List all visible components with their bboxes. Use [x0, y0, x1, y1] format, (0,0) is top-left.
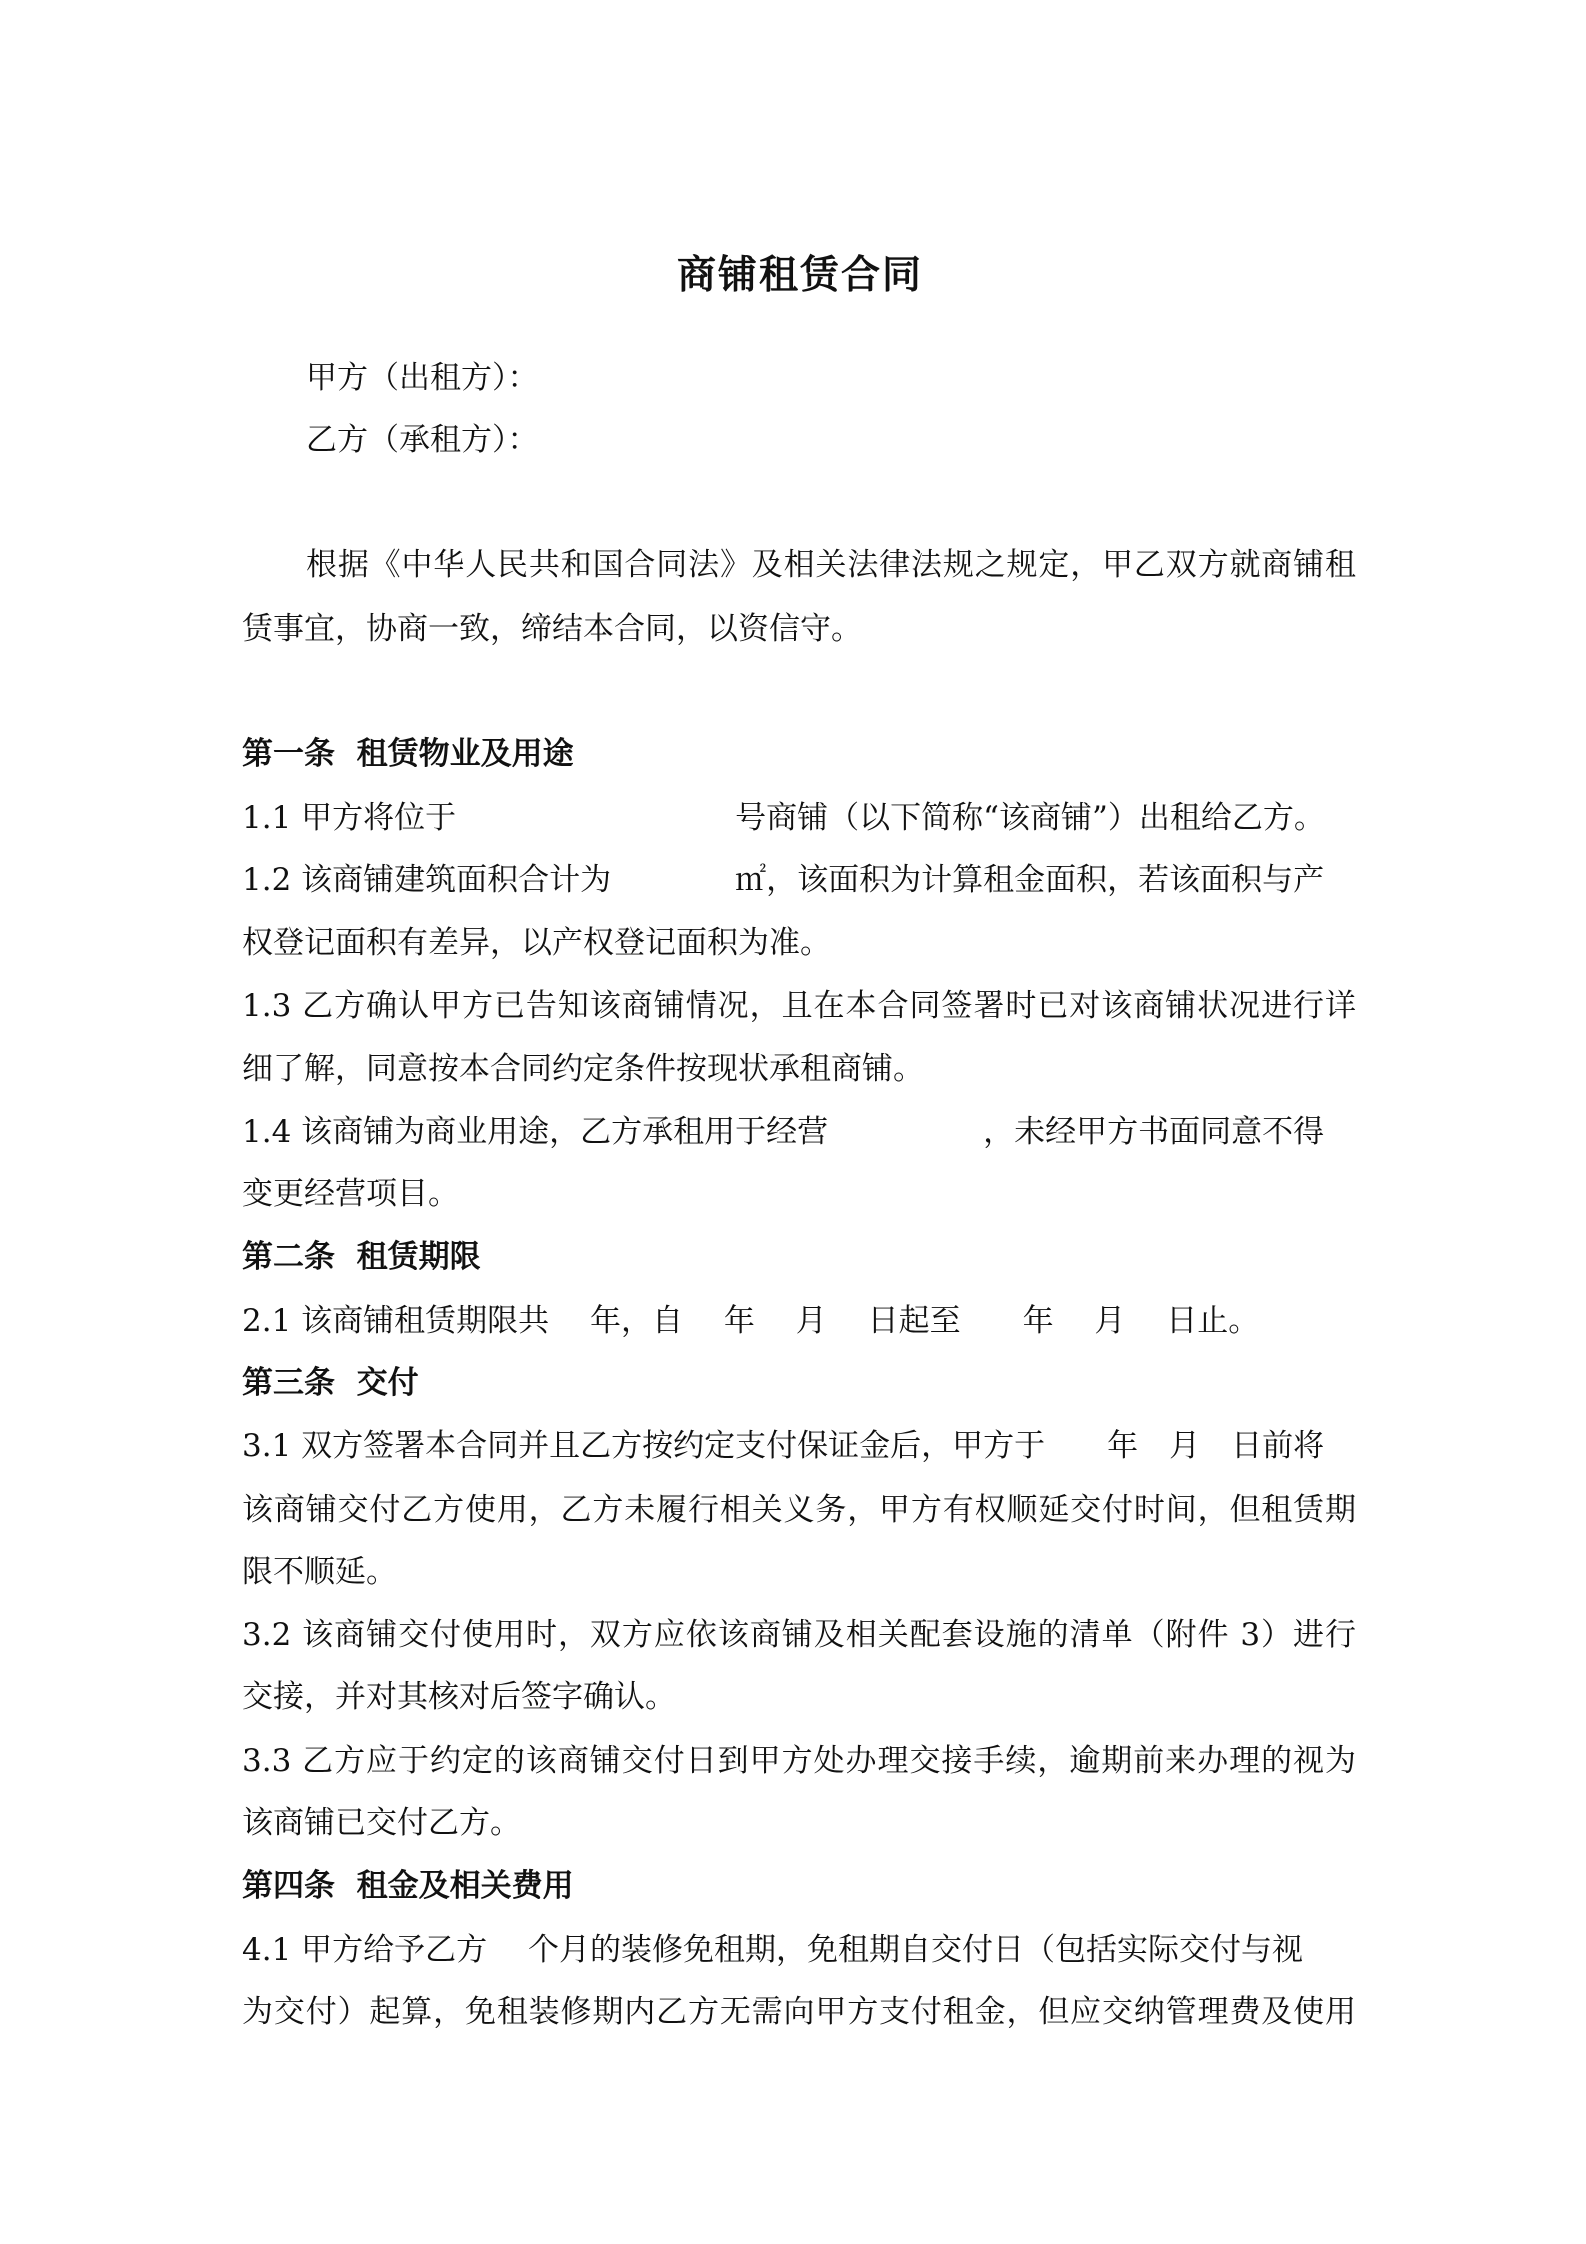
preamble-line: 赁事宜，协商一致，缔结本合同，以资信守。 — [242, 611, 862, 647]
clause-3-2: 3.2 该商铺交付使用时，双方应依该商铺及相关配套设施的清单（附件 3）进行 — [242, 1617, 1356, 1653]
clause-1-2: 1.2 该商铺建筑面积合计为 ㎡，该面积为计算租金面积，若该面积与产 — [242, 862, 1325, 898]
party-b-label: 乙方（承租方）： — [306, 422, 539, 458]
party-a-label: 甲方（出租方）： — [306, 360, 539, 396]
clause-1-1: 1.1 甲方将位于 号商铺（以下简称“该商铺”）出租给乙方。 — [242, 800, 1325, 836]
article-4-heading: 第四条 租金及相关费用 — [242, 1868, 574, 1904]
clause-1-3: 1.3 乙方确认甲方已告知该商铺情况，且在本合同签署时已对该商铺状况进行详 — [242, 988, 1356, 1024]
clause-2-1: 2.1 该商铺租赁期限共 年，自 年 月 日起至 年 月 日止。 — [242, 1303, 1260, 1339]
clause-3-1-cont: 该商铺交付乙方使用，乙方未履行相关义务，甲方有权顺延交付时间，但租赁期 — [242, 1492, 1356, 1528]
clause-1-4: 1.4 该商铺为商业用途，乙方承租用于经营 ，未经甲方书面同意不得 — [242, 1114, 1325, 1150]
document-title: 商铺租赁合同 — [676, 252, 923, 298]
article-2-heading: 第二条 租赁期限 — [242, 1239, 481, 1275]
clause-3-2-cont: 交接，并对其核对后签字确认。 — [242, 1679, 676, 1715]
clause-3-3-cont: 该商铺已交付乙方。 — [242, 1805, 521, 1841]
clause-1-3-cont: 细了解，同意按本合同约定条件按现状承租商铺。 — [242, 1051, 924, 1087]
clause-1-2-cont: 权登记面积有差异，以产权登记面积为准。 — [242, 925, 831, 961]
article-3-heading: 第三条 交付 — [242, 1365, 419, 1401]
clause-3-1-cont: 限不顺延。 — [242, 1554, 397, 1590]
clause-4-1-cont: 为交付）起算，免租装修期内乙方无需向甲方支付租金，但应交纳管理费及使用 — [242, 1994, 1356, 2030]
article-1-heading: 第一条 租赁物业及用途 — [242, 736, 574, 772]
clause-3-1: 3.1 双方签署本合同并且乙方按约定支付保证金后，甲方于 年 月 日前将 — [242, 1428, 1325, 1464]
clause-4-1: 4.1 甲方给予乙方 个月的装修免租期，免租期自交付日（包括实际交付与视 — [242, 1932, 1304, 1968]
clause-3-3: 3.3 乙方应于约定的该商铺交付日到甲方处办理交接手续，逾期前来办理的视为 — [242, 1743, 1356, 1779]
preamble-line: 根据《中华人民共和国合同法》及相关法律法规之规定，甲乙双方就商铺租 — [306, 547, 1356, 583]
clause-1-4-cont: 变更经营项目。 — [242, 1176, 459, 1212]
